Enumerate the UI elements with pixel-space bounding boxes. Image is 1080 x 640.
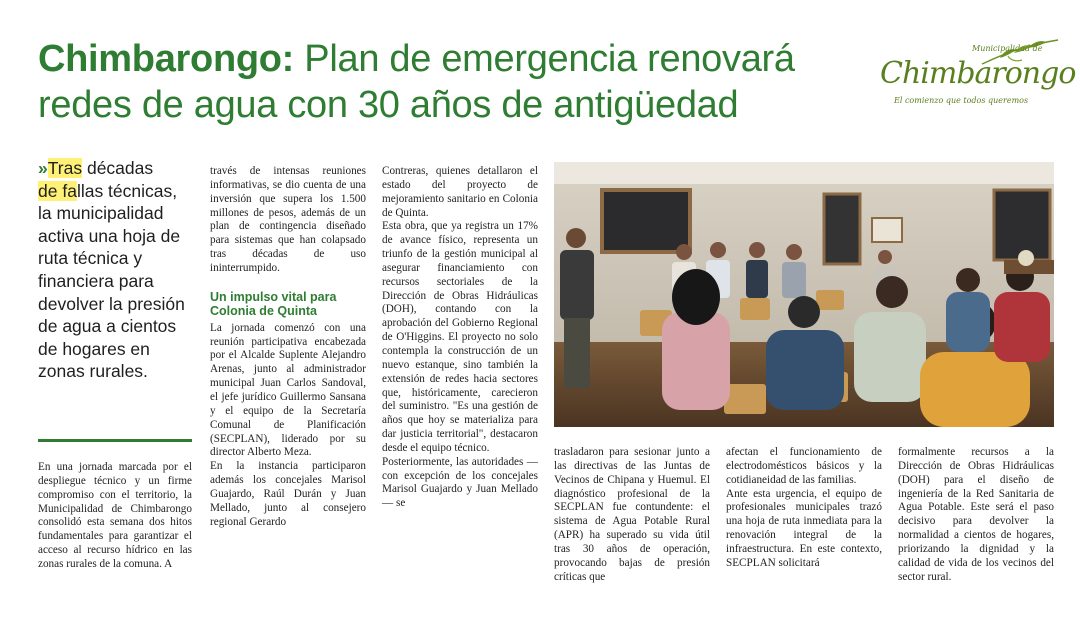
headline-text: Plan de emergencia renovará redes de agua con 30 años de antigüedad bbox=[38, 38, 795, 126]
col6-paragraph-1: formalmente recursos a la Dirección de Obras Hidráulicas (DOH) para el diseño de ingeniería de la Red Sanitaria de Agua Potable. Este será el paso decisivo para devolver la normalidad a cientos de hogares, priorizando la dignidad y la calidad de vida de los vecinos del sector rural. bbox=[898, 446, 1054, 583]
col5-paragraph-2: Ante esta urgencia, el equipo de profesionales municipales trazó una hoja de ruta inmediata para la renovación integral de la infraestructura. En este contexto, SECPLAN solicitará bbox=[726, 487, 882, 569]
col1-paragraph-1: En una jornada marcada por el despliegue técnico y un firme compromiso con el territorio, la Municipalidad de Chimbarongo consolidó esta semana dos hitos fundamentales para garantizar el acceso al recurso hídrico en las zonas rurales de la comuna. A bbox=[38, 461, 192, 570]
col3-paragraph-3: Posteriormente, las autoridades —con excepción de los concejales Marisol Guajardo y Juan Mellado— se bbox=[382, 455, 538, 510]
headline bbox=[38, 36, 858, 128]
column-1 bbox=[38, 461, 192, 572]
col3-paragraph-2: Esta obra, que ya registra un 17% de avance físico, representa un triunfo de la gestión municipal al asegurar financiamiento con recursos sectoriales de la Dirección de Obras Hidráulicas (DOH), contando con la aprobación del Gobierno Regional de O'Higgins. El proyecto no solo contempla la construcción de un nuevo estanque, sino también la extensión de redes hacia sectores que, históricamente, carecieron del suministro. "Es una gestión de años que hoy se materializa para dar justicia territorial", destacaron desde el equipo técnico. bbox=[382, 220, 538, 454]
column-3 bbox=[382, 165, 538, 511]
column-4 bbox=[554, 446, 710, 584]
column-6 bbox=[898, 446, 1054, 584]
lead-chevron: » bbox=[38, 158, 48, 178]
col2-paragraph-2: La jornada comenzó con una reunión participativa encabezada por el Alcalde Suplente Alejandro Arenas, junto al administrador municipal Juan Carlos Sandoval, el jefe jurídico Guillermo Sansana y el equipo de la Secretaría Comunal de Planificación (SECPLAN), liderado por su director Alberto Meza. bbox=[210, 321, 366, 459]
section-subheading: Un impulso vital para Colonia de Quinta bbox=[210, 289, 337, 318]
lead-text-a: décadas bbox=[82, 158, 154, 178]
headline-brand: Chimbarongo: bbox=[38, 38, 295, 80]
lead-paragraph bbox=[38, 157, 188, 383]
lead-text-b: llas técnicas, la municipalidad activa una hoja de ruta técnica y financiera para devolver la presión de agua a cientos de hogares en zonas rurales. bbox=[38, 180, 185, 382]
col4-paragraph-1: trasladaron para sesionar junto a las directivas de las Juntas de Vecinos de Chipana y Huemul. El diagnóstico profesional de la SECPLAN fue contundente: el sistema de Agua Potable Rural (APR) ha superado su vida útil tras 30 años de operación, provocando bajas de presión críticas que bbox=[554, 446, 710, 583]
lead-divider bbox=[38, 439, 192, 442]
col2-paragraph-3: En la instancia participaron además los concejales Marisol Guajardo, Raúl Durán y Juan Mellado, junto al consejero regional Gerardo bbox=[210, 460, 366, 528]
meeting-photo bbox=[554, 162, 1054, 427]
logo-script: Chimbarongo bbox=[880, 56, 1076, 91]
logo-label: Municipalidad de bbox=[972, 44, 1043, 53]
municipality-logo bbox=[880, 38, 1076, 110]
col2-paragraph-1: través de intensas reuniones informativas, se dio cuenta de una inversión que supera los 1.500 millones de pesos, además de un plan de contingencia diseñado para sistemas que han colapsado tras décadas de uso ininterrumpido. bbox=[210, 165, 366, 274]
column-2 bbox=[210, 165, 366, 529]
column-5 bbox=[726, 446, 882, 571]
lead-highlight-a: Tras bbox=[47, 158, 83, 178]
col3-paragraph-1: Contreras, quienes detallaron el estado del proyecto de mejoramiento sanitario en Colonia de Quinta. bbox=[382, 165, 538, 219]
logo-tagline: El comienzo que todos queremos bbox=[894, 96, 1029, 105]
lead-highlight-b: de fa bbox=[38, 180, 77, 201]
col5-paragraph-1: afectan el funcionamiento de electrodomésticos básicos y la cotidianeidad de las familias. bbox=[726, 446, 882, 486]
